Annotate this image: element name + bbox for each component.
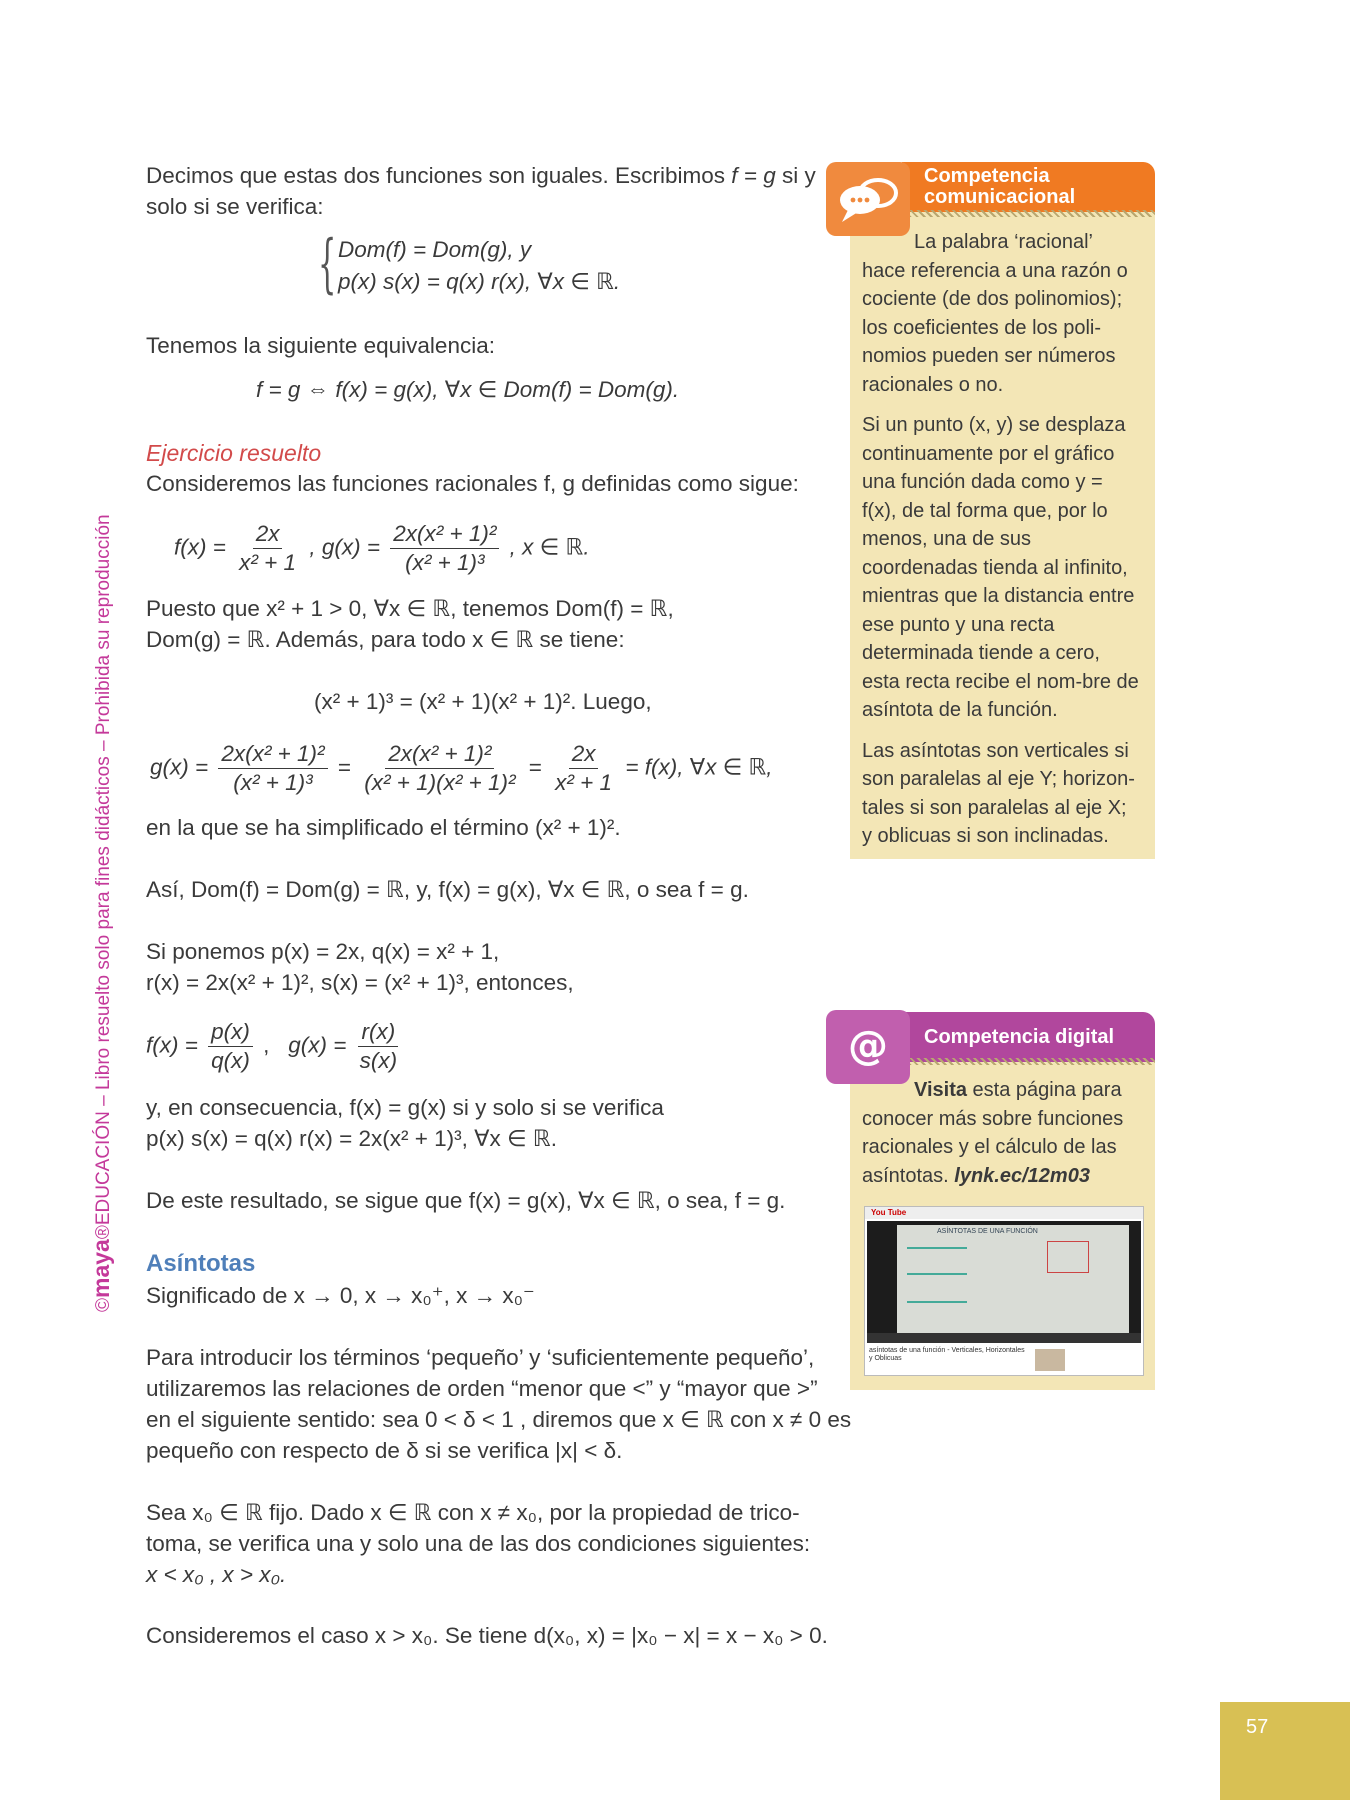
box-competencia-comunicacional [850,212,1155,859]
video-frame [867,1221,1141,1343]
box2-title: Competencia digital [924,1026,1115,1048]
fraction-rs: $\frac{r(x)}{s(x)}$ [359,1019,398,1073]
board-line-2 [907,1273,967,1275]
paragraph-2: Tenemos la siguiente equivalencia: [146,333,495,358]
related-video-thumb[interactable] [1035,1349,1065,1371]
board-line-1 [907,1247,967,1249]
paragraph-1-cont: solo si se verifica: [146,194,324,219]
box1-paragraph-2: Si un punto (x, y) se desplaza continuamente por el gráfico una función dada como y = f(x), de tal forma que, por lo menos, una de sus coordenadas tienda al infinito, mientras que la distancia entre ese punto y una recta determinada tiende a cero, esta recta recibe el nom-bre de asíntota de la función. [862,414,1139,721]
paragraph-12: Consideremos el caso x > x₀. Se tiene d(x₀, x) = |x₀ − x| = x − x₀ > 0. [146,1623,828,1648]
whiteboard [897,1225,1129,1335]
speech-bubble-icon [826,162,910,236]
fraction-g: $\frac{\text{2x(x² + 1)²}}{\text{(x² + 1)³}}$ [390,520,499,577]
video-browser-bar [865,1207,1143,1219]
video-caption: asíntotas de una función - Verticales, Horizontales y Oblicuas [869,1347,1025,1362]
system-line-2: p(x) s(x) = q(x) r(x), ∀x ∈ ℝ. [338,269,621,294]
board-line-3 [907,1301,967,1303]
paragraph-4a: Puesto que x² + 1 > 0, ∀x ∈ ℝ, tenemos Dom(f) = ℝ, [146,596,674,621]
paragraph-11c: x < x₀ , x > x₀. [146,1562,287,1587]
brace-symbol: { [318,227,337,301]
equation-pq: f(x) = $\frac{p(x)}{q(x)}$ , g(x) = $\frac{r(x)}{s(x)}$ [146,1018,404,1075]
at-sign-icon: @ [826,1010,910,1084]
section-subtitle: Significado de x → 0, x → x₀⁺, x → x₀⁻ [146,1283,535,1308]
fraction-g-3: $\frac{2x}{\text{x² + 1}}$ [555,741,613,795]
paragraph-10b: utilizaremos las relaciones de orden “menor que <” y “mayor que >” [146,1376,818,1401]
box2-header [902,1012,1155,1062]
paragraph-6: Así, Dom(f) = Dom(g) = ℝ, y, f(x) = g(x), ∀x ∈ ℝ, o sea f = g. [146,877,749,902]
page-number: 57 [1246,1716,1269,1738]
section-title-asintotas: Asíntotas [146,1250,256,1277]
fraction-g-2: $\frac{\text{2x(x² + 1)²}}{\text{(x² + 1)(x² + 1)²}}$ [364,741,516,795]
paragraph-11a: Sea x₀ ∈ ℝ fijo. Dado x ∈ ℝ con x ≠ x₀, por la propiedad de trico- [146,1500,800,1525]
fraction-f: $\frac{2x}{\text{x² + 1}}$ [239,521,297,575]
box1-title-line-2: comunicacional [924,186,1076,208]
paragraph-11b: toma, se verifica una y solo una de las dos condiciones siguientes: [146,1531,811,1556]
paragraph-10c: en el siguiente sentido: sea 0 < δ < 1 , diremos que x ∈ ℝ con x ≠ 0 es [146,1407,852,1432]
box1-paragraph-1: La palabra ‘racional’ hace referencia a una razón o cociente (de dos polinomios); los coeficientes de los poli-nomios pueden ser números racionales o no. [862,231,1128,396]
box1-title-line-1: Competencia [924,165,1050,187]
equation-simplification: g(x) = $\frac{\text{2x(x² + 1)²}}{\text{(x² + 1)³}}$ = $\frac{\text{2x(x² + 1)²}}{\text{(x² + 1)(x² + 1)²}}$ = $\frac{2x}{\text{x² + 1}}$ = f(x), ∀x ∈ ℝ, [150,741,773,795]
system-line-1: Dom(f) = Dom(g), y [338,237,532,262]
paragraph-10a: Para introducir los términos ‘pequeño’ y ‘suficientemente pequeño’, [146,1345,815,1370]
fraction-g-1: $\frac{\text{2x(x² + 1)²}}{\text{(x² + 1)³}}$ [218,740,327,797]
paragraph-7b: r(x) = 2x(x² + 1)², s(x) = (x² + 1)³, entonces, [146,970,574,995]
board-circle-notes [1047,1241,1089,1273]
paragraph-1: Decimos que estas dos funciones son iguales. Escribimos f = g si y [146,163,816,188]
box1-header [902,162,1155,212]
box1-paragraph-3: Las asíntotas son verticales si son paralelas al eje Y; horizon-tales si son paralelas al eje X; y oblicuas si son inclinadas. [862,739,1135,847]
paragraph-8a: y, en consecuencia, f(x) = g(x) si y solo si se verifica [146,1095,664,1120]
box1-header-stripe [902,210,1155,217]
paragraph-8b: p(x) s(x) = q(x) r(x) = 2x(x² + 1)³, ∀x ∈ ℝ. [146,1126,557,1151]
box2-header-stripe [902,1058,1155,1065]
exercise-title: Ejercicio resuelto [146,440,322,466]
paragraph-3: Consideremos las funciones racionales f, g definidas como sigue: [146,471,799,496]
equation-definitions: f(x) = $\frac{2x}{\text{x² + 1}}$ , g(x) = $\frac{\text{2x(x² + 1)²}}{\text{(x² + 1)³}}$ , x ∈ ℝ. [174,521,590,575]
fraction-pq: $\frac{p(x)}{q(x)}$ [208,1018,253,1075]
box2-paragraph: Visita esta página para conocer más sobre funciones racionales y el cálculo de las asíntotas. lynk.ec/12m03 [862,1079,1124,1187]
video-controls[interactable] [867,1333,1141,1343]
paragraph-10d: pequeño con respecto de δ si se verifica |x| < δ. [146,1438,623,1463]
equation-equivalence: f = g ⇔ f(x) = g(x), ∀x ∈ Dom(f) = Dom(g). [256,377,680,402]
paragraph-7a: Si ponemos p(x) = 2x, q(x) = x² + 1, [146,939,500,964]
video-thumbnail[interactable] [864,1206,1144,1376]
whiteboard-title: ASÍNTOTAS DE UNA FUNCIÓN [937,1228,1038,1235]
paragraph-4b: Dom(g) = ℝ. Además, para todo x ∈ ℝ se tiene: [146,627,625,652]
paragraph-9: De este resultado, se sigue que f(x) = g(x), ∀x ∈ ℝ, o sea, f = g. [146,1188,786,1213]
box2-link[interactable]: lynk.ec/12m03 [954,1164,1090,1187]
paragraph-5: en la que se ha simplificado el término (x² + 1)². [146,815,621,840]
youtube-logo: You Tube [871,1208,907,1217]
equation-expansion: (x² + 1)³ = (x² + 1)(x² + 1)². Luego, [314,689,652,714]
sidebar-copyright: ©maya®EDUCACIÓN – Libro resuelto solo para fines didácticos – Prohibida su reproducción [88,514,114,1312]
page-number-block [1220,1702,1350,1800]
